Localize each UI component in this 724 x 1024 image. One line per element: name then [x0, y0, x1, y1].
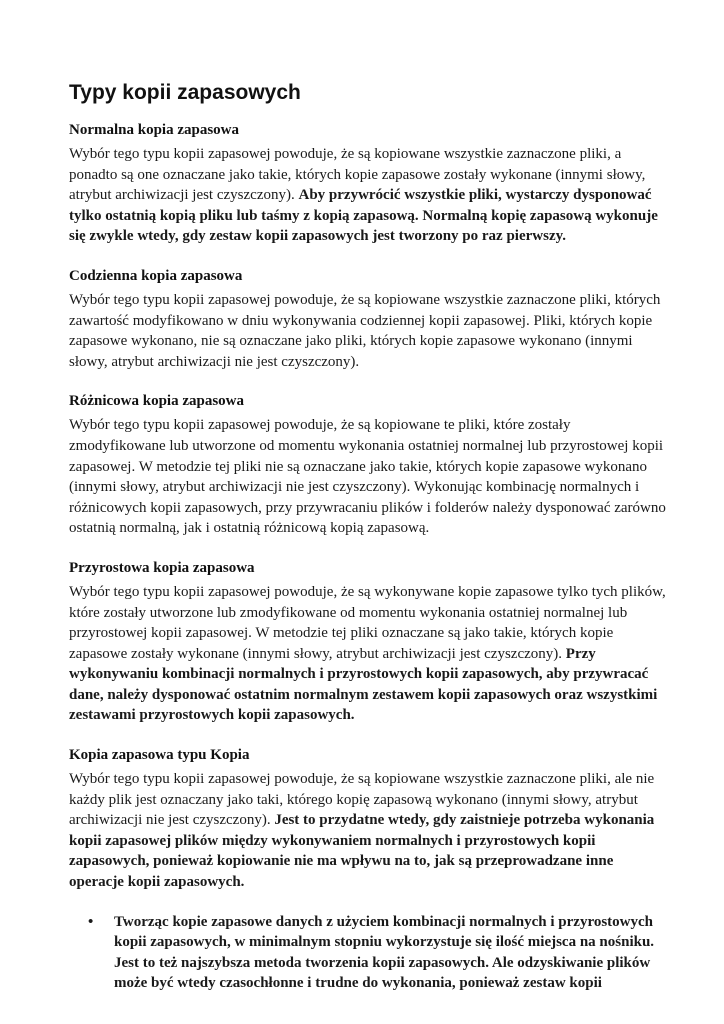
section-heading: Kopia zapasowa typu Kopia [69, 747, 250, 764]
paragraph-text: Wybór tego typu kopii zapasowej powoduje, że są kopiowane te pliki, które zostały zmodyfikowane lub utworzone od momentu wykonania ostatniej normalnej lub przyrostowej kopii zapasowej. W metodzie tej pliki nie są oznaczane jako takie, których kopie zapasowe wykonano (innymi słowy, atrybut archiwizacji nie jest czyszczony). Wykonując kombinację normalnych i różnicowych kopii zapasowych, przy przywracaniu plików i folderów należy dysponować zarówno ostatnią normalną, jak i ostatnią różnicową kopią zapasową. [69, 417, 666, 537]
bullet-icon: • [88, 913, 94, 930]
section-paragraph [69, 769, 670, 893]
section-daily [69, 266, 670, 372]
paragraph-text: Wybór tego typu kopii zapasowej powoduje, że są kopiowane wszystkie zaznaczone pliki, których zawartość modyfikowano w dniu wykonywania codziennej kopii zapasowej. Pliki, których kopie zapasowe wykonano, nie są oznaczane jako pliki, których kopie zapasowe wykonano (innymi słowy, atrybut archiwizacji nie jest czyszczony). [69, 291, 661, 370]
section-copy [69, 745, 670, 893]
section-paragraph [69, 290, 670, 372]
paragraph-text: Wybór tego typu kopii zapasowej powoduje, że są wykonywane kopie zapasowe tylko tych plików, które zostały utworzone lub zmodyfikowane od momentu wykonania ostatniej normalnej lub przyrostowej kopii zapasowej. W metodzie tej pliki oznaczane są jako takie, których kopie zapasowe zostały wykonane (innymi słowy, atrybut archiwizacji jest czyszczony). [69, 583, 666, 662]
paragraph-bold-text: Jest to przydatne wtedy, gdy zaistnieje potrzeba wykonania kopii zapasowej plików między wykonywaniem normalnych i przyrostowych kopii zapasowych, ponieważ kopiowanie nie ma wpływu na to, jak są przeprowadzane inne operacje kopii zapasowych. [69, 812, 655, 891]
section-incremental [69, 558, 670, 726]
section-heading: Przyrostowa kopia zapasowa [69, 559, 255, 576]
section-differential [69, 391, 670, 539]
paragraph-text: Wybór tego typu kopii zapasowej powoduje, że są kopiowane wszystkie zaznaczone pliki, a ponadto są one oznaczane jako takie, których kopie zapasowe zostały wykonane (innymi słowy, atrybut archiwizacji jest czyszczony). [69, 146, 646, 204]
section-paragraph [69, 415, 670, 539]
page-title: Typy kopii zapasowych [69, 81, 301, 104]
paragraph-bold-text: Aby przywrócić wszystkie pliki, wystarczy dysponować tylko ostatnią kopią pliku lub taśmy z kopią zapasową. Normalną kopię zapasową wykonuje się zwykle wtedy, gdy zestaw kopii zapasowych jest tworzony po raz pierwszy. [69, 187, 658, 245]
section-normal [69, 120, 670, 247]
list-item [69, 912, 670, 994]
section-paragraph [69, 144, 670, 247]
paragraph-bold-text: Przy wykonywaniu kombinacji normalnych i przyrostowych kopii zapasowych, aby przywracać dane, należy dysponować ostatnim normalnym zestawem kopii zapasowych oraz wszystkimi zestawami przyrostowych kopii zapasowych. [69, 645, 658, 724]
section-heading: Normalna kopia zapasowa [69, 122, 240, 138]
paragraph-text: Wybór tego typu kopii zapasowej powoduje, że są kopiowane wszystkie zaznaczone pliki, ale nie każdy plik jest oznaczany jako taki, którego kopię zapasową wykonano (innymi słowy, atrybut archiwizacji nie jest czyszczony). [69, 771, 655, 829]
section-heading: Różnicowa kopia zapasowa [69, 393, 245, 410]
section-paragraph [69, 582, 670, 726]
section-heading: Codzienna kopia zapasowa [69, 267, 243, 284]
list-item-text: Tworząc kopie zapasowe danych z użyciem kombinacji normalnych i przyrostowych kopii zapasowych, w minimalnym stopniu wykorzystuje się ilość miejsca na nośniku. Jest to też najszybsza metoda tworzenia kopii zapasowych. Ale odzyskiwanie plików może być wtedy czasochłonne i trudne do wykonania, ponieważ zestaw kopii [114, 913, 655, 992]
bullet-list [69, 912, 670, 994]
